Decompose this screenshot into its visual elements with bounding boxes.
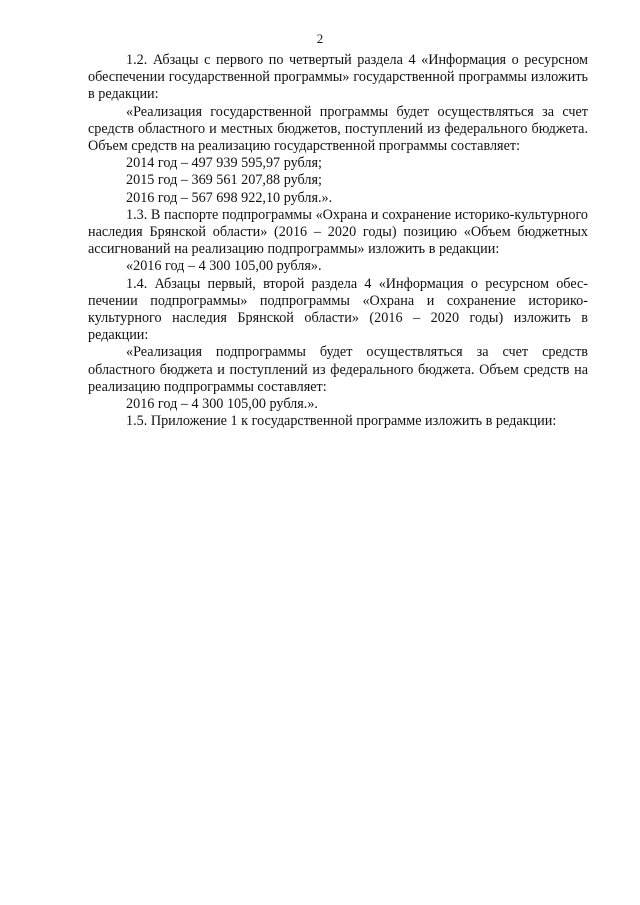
- document-body: [88, 52, 588, 430]
- paragraph-1-2: 1.2. Абзацы с первого по четвертый раздела 4 «Информация о ресурсном обеспечении государственной программы» государственной программы изложить в редакции:: [88, 52, 588, 103]
- amount-line-2016: 2016 год – 567 698 922,10 рубля.».: [126, 189, 333, 206]
- subprogram-budget-line: «2016 год – 4 300 105,00 рубля».: [126, 258, 322, 275]
- amount-line-2015: 2015 год – 369 561 207,88 рубля;: [126, 172, 322, 189]
- amount-line-2014: 2014 год – 497 939 595,97 рубля;: [126, 155, 322, 172]
- paragraph-quote-subprogram: «Реализация подпрограммы будет осуществляться за счет средств областного бюджета и поступлений из федерального бюджета. Объем средств на реализацию подпрограммы составляет:: [88, 344, 588, 395]
- paragraph-quote-state-program: «Реализация государственной программы будет осуществляться за счет средств областного и местных бюджетов, поступлений из федерального бюджета. Объем средств на реализацию государственной программы составляет:: [88, 103, 588, 155]
- page-number: 2: [316, 31, 324, 46]
- paragraph-1-4: 1.4. Абзацы первый, второй раздела 4 «Информация о ресурсном обеспечении подпрограммы» подпрограммы «Охрана и сохранение историко-культурного наследия Брянской области» (2016 – 2020 годы) изложить в редакции:: [88, 275, 588, 344]
- subprogram-amount-line-2016: 2016 год – 4 300 105,00 рубля.».: [126, 396, 318, 413]
- paragraph-1-5: 1.5. Приложение 1 к государственной программе изложить в редакции:: [126, 413, 557, 430]
- paragraph-1-3: 1.3. В паспорте подпрограммы «Охрана и сохранение историко-культурного наследия Брянской области» (2016 – 2020 годы) позицию «Объем бюджетных ассигнований на реализацию подпрограммы» изложить в редакции:: [88, 206, 588, 258]
